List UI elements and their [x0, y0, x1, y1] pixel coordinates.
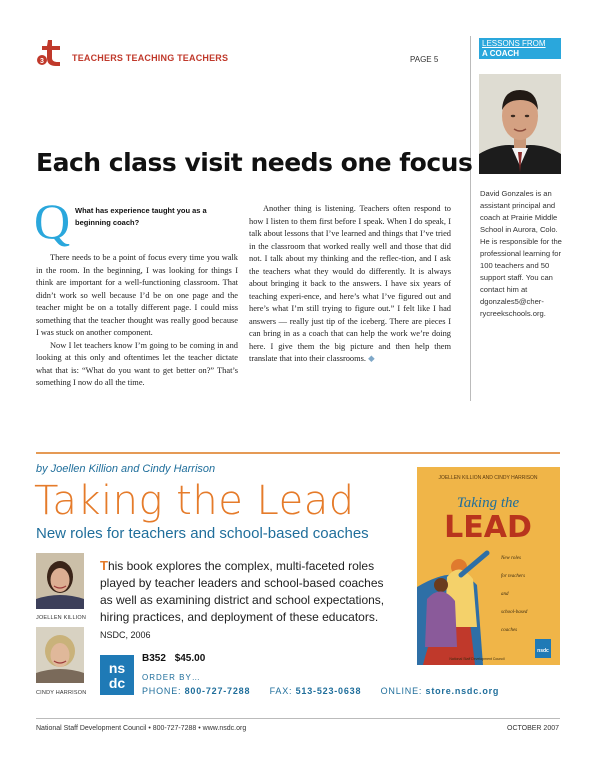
nsdc-logo [100, 655, 134, 695]
paragraph: There needs to be a point of focus every time you walk in the room. In the beginning, I was looking for things I think are important for a well-functioning classroom. That didn’t work so well because I’d be on one page and the teacher might be on a totally different page. I could miss something that the teacher thought was really good because I was stuck on another component. [36, 253, 238, 337]
article-headline: Each class visit needs one focus [36, 148, 473, 177]
article-column-1 [36, 252, 238, 390]
publication-title: TEACHERS TEACHING TEACHERS [72, 53, 229, 63]
cover-authors: JOELLEN KILLION AND CINDY HARRISON [438, 475, 538, 481]
price-line [142, 653, 205, 664]
question-dropcap: Q [34, 193, 71, 249]
order-by-label: ORDER BY… [142, 673, 201, 682]
item-code: B352 [142, 653, 166, 664]
book-description [100, 557, 396, 644]
store-link[interactable]: store.nsdc.org [425, 686, 500, 696]
interview-question: What has experience taught you as a beginning coach? [75, 206, 207, 227]
cover-sub-3: and [501, 592, 509, 597]
footer-contact: National Staff Development Council • 800-727-7288 • www.nsdc.org [36, 725, 247, 732]
phone-link[interactable]: 800-727-7288 [184, 686, 251, 696]
sidebar-divider [470, 36, 471, 401]
cover-publisher: National Staff Development Council [449, 657, 505, 661]
footer-divider [36, 718, 560, 719]
paragraph-text: Another thing is listening. Teachers often respond to how I listen to them first before I speak. When I do speak, I talk about lessons that I’ve learned and things that I’ve tried in the classroom that worked really well and those that did not. I talk about my thinking and the reflec-tion, and I ask the teachers what they would do differently. It is always about bringing it back to the answers. I have six years of teaching experi-ence, and here’s what I’ve figured out and here’s what I’m still trying to figure out.” I felt like I had answers — really just tip of the iceberg. There are pieces I can bring in as a coach that can help the work we’re doing here. I give them the big picture and then help them translate that into their classrooms. [249, 204, 451, 363]
author-caption: JOELLEN KILLION [36, 615, 87, 621]
book-subtitle: New roles for teachers and school-based coaches [36, 525, 369, 542]
publisher-info: NSDC, 2006 [100, 630, 151, 640]
cover-logo: nsdc [537, 648, 549, 654]
cover-sub-1: New roles [501, 556, 521, 561]
ttt-logo [36, 38, 66, 68]
section-label[interactable] [479, 38, 561, 59]
coach-photo [479, 74, 561, 174]
paragraph [249, 203, 451, 366]
cover-sub-5: coaches [501, 628, 518, 633]
order-contacts [142, 686, 499, 696]
cover-sub-2: for teachers [501, 574, 526, 579]
price: $45.00 [174, 653, 206, 664]
page-number: PAGE 5 [410, 55, 439, 64]
fax-number[interactable]: 513-523-0638 [295, 686, 362, 696]
author-caption: CINDY HARRISON [36, 690, 87, 696]
cover-title-top: Taking the [456, 495, 520, 511]
cover-sub-4: school-based [501, 610, 528, 615]
author-photo-harrison [36, 627, 84, 683]
book-cover[interactable] [417, 467, 560, 665]
article-column-2 [249, 203, 451, 366]
section-label-line2: A COACH [482, 49, 520, 58]
section-label-line1: LESSONS FROM [482, 39, 546, 48]
cover-title-big: LEAD [444, 510, 532, 545]
nsdc-logo-text: nsdc [108, 660, 126, 691]
description-text: his book explores the complex, multi-faceted roles played by teacher leaders and school-based coaches as well as examining district and school expectations, hiring practices, and deployment of these educators. [100, 559, 385, 624]
paragraph: Now I let teachers know I’m going to be coming in and looking at this only and oftentimes let the teacher dictate what that is: “What do you want to get better on?” That’s something I now do all the time. [36, 340, 238, 387]
description-dropcap: T [100, 558, 108, 573]
book-title: Taking the Lead [34, 478, 355, 524]
book-authors: by Joellen Killion and Cindy Harrison [36, 463, 216, 475]
author-photo-killion [36, 553, 84, 609]
phone-label: PHONE: [142, 686, 182, 696]
online-label: ONLINE: [380, 686, 423, 696]
logo-number: 3 [40, 58, 44, 65]
footer-date: OCTOBER 2007 [507, 725, 560, 732]
end-mark-icon: ◆ [368, 354, 375, 363]
fax-label: FAX: [269, 686, 293, 696]
section-divider [36, 452, 560, 454]
coach-bio: David Gonzales is an assistant principal and coach at Prairie Middle School in Aurora, Colo. He is responsible for the professional learning for 100 teachers and 50 support staff. You can contact him at dgonzales5@cher-rycreekschools.org. [480, 189, 562, 318]
